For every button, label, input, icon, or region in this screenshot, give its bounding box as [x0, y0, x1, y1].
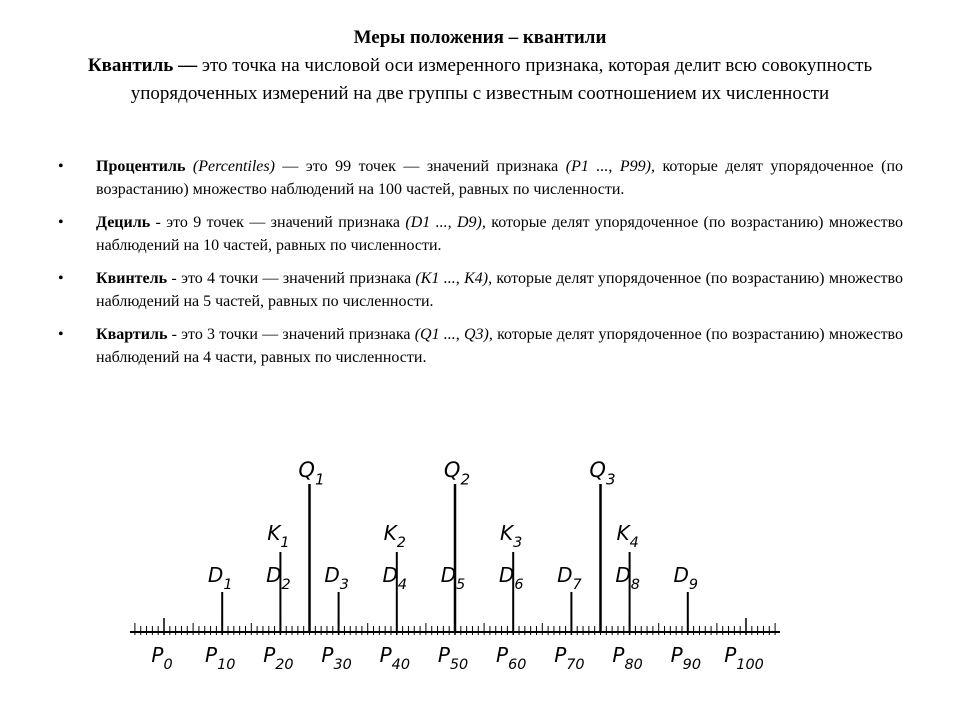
bullet-dot-icon: •	[58, 214, 64, 231]
bullet-text: которые делят упорядоченное (по возрастанию) множество наблюдений на 5 частей, равных по численности.	[96, 270, 903, 310]
percentile-label	[612, 643, 642, 673]
quintile-label-subscript: 3	[513, 535, 523, 551]
bullet-text: - это 4 точки — значений признака	[167, 270, 416, 287]
percentile-label	[671, 643, 701, 673]
quartile-label	[444, 458, 470, 488]
percentile-label-subscript: 90	[682, 657, 701, 673]
percentile-label-letter: P	[379, 643, 392, 667]
percentile-label	[380, 643, 410, 673]
percentile-label-subscript: 40	[391, 657, 410, 673]
decile-label-subscript: 9	[688, 577, 699, 593]
bullet-quartile	[58, 323, 903, 369]
decile-label	[266, 563, 291, 593]
bullet-term: Дециль	[96, 214, 151, 231]
decile-label	[324, 563, 349, 593]
quartile-label	[298, 458, 324, 488]
percentile-label-letter: P	[496, 643, 509, 667]
quartile-label-subscript: 2	[460, 470, 471, 489]
percentile-label	[496, 643, 526, 673]
percentile-label-letter: P	[437, 643, 450, 667]
percentile-label-letter: P	[612, 643, 625, 667]
decile-label-subscript: 1	[223, 577, 233, 593]
bullet-range: (P1 ..., P99),	[565, 158, 655, 175]
decile-label-subscript: 8	[630, 577, 640, 593]
quintile-label	[267, 521, 289, 551]
bullet-term: Процентиль	[96, 158, 186, 175]
percentile-label-subscript: 10	[217, 657, 236, 673]
percentile-label	[205, 643, 235, 673]
bullet-quintile	[58, 267, 903, 313]
quintile-label	[384, 521, 406, 551]
bullet-list	[58, 155, 903, 379]
percentile-label-letter: P	[205, 643, 218, 667]
percentile-label-letter: P	[670, 643, 683, 667]
percentile-label-subscript: 100	[736, 657, 764, 673]
quartile-label-subscript: 3	[605, 470, 616, 489]
bullet-text: - это 9 точек — значений признака	[150, 214, 406, 231]
percentile-label-subscript: 70	[566, 657, 585, 673]
bullet-decile	[58, 211, 903, 257]
percentile-label-subscript: 0	[163, 657, 173, 673]
bullet-italic-name: (Percentiles)	[192, 158, 275, 175]
bullet-text: которые делят упорядоченное (по возрастанию) множество наблюдений на 100 частей, равных по численности.	[96, 158, 904, 198]
percentile-label	[438, 643, 468, 673]
decile-label-letter: D	[382, 563, 398, 587]
percentile-label-subscript: 50	[449, 657, 469, 673]
decile-label-letter: D	[266, 563, 282, 587]
quintile-label-letter: K	[616, 521, 630, 545]
quintile-label-subscript: 1	[280, 535, 290, 551]
quintile-label	[616, 521, 638, 551]
decile-label	[674, 563, 699, 593]
percentile-label-subscript: 20	[275, 657, 294, 673]
quintile-label	[500, 521, 522, 551]
decile-label	[615, 563, 640, 593]
percentile-label-letter: P	[321, 643, 334, 667]
quintile-label-subscript: 2	[396, 535, 406, 551]
bullet-dot-icon: •	[58, 270, 64, 287]
decile-label-letter: D	[615, 563, 631, 587]
bullet-text: - это 3 точки — значений признака	[167, 326, 415, 343]
quartile-label-letter: Q	[443, 458, 461, 482]
definition-text: это точка на числовой оси измеренного признака, которая делит всю совокупность упорядоченных измерений на две группы с известным соотношением их численности	[130, 55, 873, 104]
bullet-text: которые делят упорядоченное (по возрастанию) множество наблюдений на 10 частей, равных по численности.	[96, 214, 904, 254]
decile-label-subscript: 3	[339, 577, 349, 593]
bullet-text: которые делят упорядоченное (по возрастанию) множество наблюдений на 4 части, равных по численности.	[96, 326, 904, 366]
bullet-dot-icon: •	[58, 158, 64, 175]
quantile-axis-diagram	[120, 425, 800, 695]
bullet-percentile	[58, 155, 903, 201]
percentile-label-subscript: 60	[508, 657, 527, 673]
decile-label-subscript: 5	[456, 577, 466, 593]
decile-label-letter: D	[557, 563, 573, 587]
bullet-text: — это 99 точек — значений признака	[274, 158, 566, 175]
percentile-label	[321, 643, 351, 673]
percentile-label	[554, 643, 584, 673]
decile-label-letter: D	[498, 563, 515, 587]
quartile-label-subscript: 1	[314, 470, 325, 489]
quartile-label	[589, 458, 615, 488]
definition-term: Квантиль —	[87, 55, 198, 76]
definition	[88, 55, 872, 104]
decile-label-letter: D	[673, 563, 689, 587]
decile-label	[499, 563, 524, 593]
decile-label	[383, 563, 408, 593]
bullet-range: (K1 ..., K4),	[415, 270, 493, 287]
percentile-label	[263, 643, 293, 673]
quantile-marks	[151, 458, 763, 673]
decile-label-letter: D	[440, 563, 457, 587]
percentile-label-subscript: 80	[624, 657, 643, 673]
percentile-label	[724, 643, 764, 673]
slide-header	[60, 24, 900, 108]
percentile-label-letter: P	[263, 643, 276, 667]
decile-label-letter: D	[207, 563, 224, 587]
decile-label	[557, 563, 582, 593]
decile-label-subscript: 6	[514, 577, 524, 593]
quintile-label-subscript: 4	[629, 535, 639, 551]
quintile-label-letter: K	[267, 521, 281, 545]
quartile-label-letter: Q	[589, 458, 606, 482]
quintile-label-letter: K	[500, 521, 514, 545]
decile-label-subscript: 2	[281, 577, 291, 593]
bullet-term: Квартиль	[96, 326, 168, 343]
percentile-label-letter: P	[724, 643, 737, 667]
decile-label-subscript: 7	[572, 577, 582, 593]
bullet-range: (Q1 ..., Q3),	[414, 326, 493, 343]
bullet-dot-icon: •	[58, 326, 64, 343]
quintile-label-letter: K	[383, 521, 397, 545]
bullet-term: Квинтель	[96, 270, 168, 287]
decile-label	[441, 563, 466, 593]
decile-label-letter: D	[324, 563, 340, 587]
decile-label	[208, 563, 233, 593]
quartile-label-letter: Q	[298, 458, 315, 482]
percentile-label-letter: P	[151, 643, 164, 667]
decile-label-subscript: 4	[397, 577, 408, 593]
percentile-label-subscript: 30	[333, 657, 352, 673]
slide-title: Меры положения – квантили	[353, 27, 607, 48]
percentile-label-letter: P	[554, 643, 567, 667]
percentile-label	[151, 643, 172, 673]
bullet-range: (D1 ..., D9),	[405, 214, 486, 231]
